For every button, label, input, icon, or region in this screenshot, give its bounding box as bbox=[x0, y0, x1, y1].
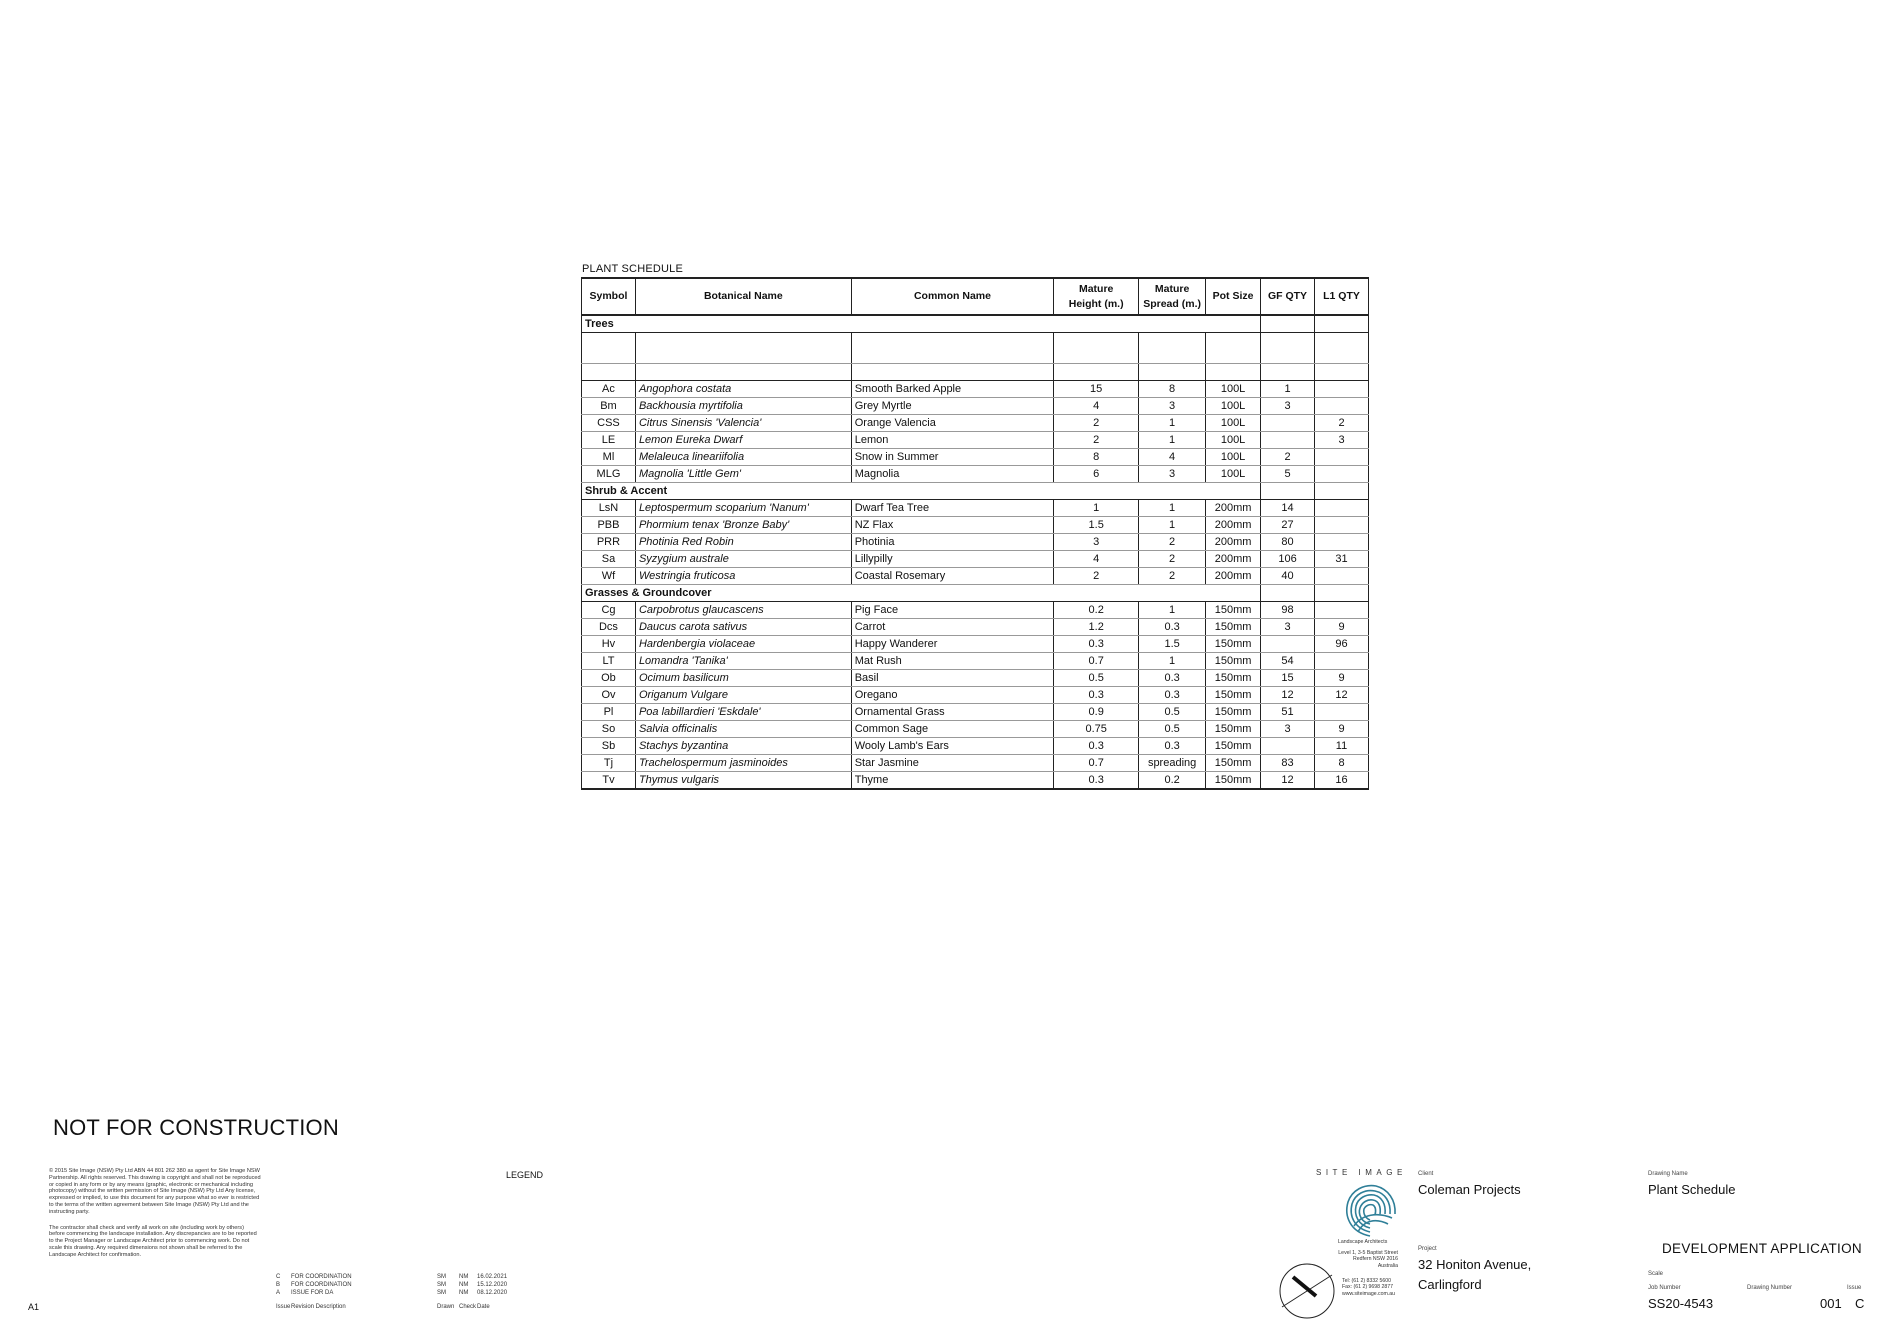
gf-qty-cell bbox=[1261, 415, 1315, 432]
pot-size-cell: 150mm bbox=[1206, 636, 1261, 653]
height-cell: 0.3 bbox=[1054, 636, 1139, 653]
symbol-cell: Hv bbox=[582, 636, 636, 653]
header-gf-qty: GF QTY bbox=[1261, 278, 1315, 315]
height-cell: 2 bbox=[1054, 568, 1139, 585]
pot-size-cell: 200mm bbox=[1206, 534, 1261, 551]
symbol-cell: Tv bbox=[582, 772, 636, 790]
l1-qty-cell: 2 bbox=[1315, 415, 1369, 432]
gf-qty-cell: 83 bbox=[1261, 755, 1315, 772]
pot-size-cell: 200mm bbox=[1206, 500, 1261, 517]
height-cell: 0.2 bbox=[1054, 602, 1139, 619]
gf-qty-cell bbox=[1261, 636, 1315, 653]
pot-size-cell: 150mm bbox=[1206, 704, 1261, 721]
common-name-cell: Happy Wanderer bbox=[851, 636, 1054, 653]
height-cell: 1.5 bbox=[1054, 517, 1139, 534]
common-name-cell: Oregano bbox=[851, 687, 1054, 704]
header-common-name: Common Name bbox=[851, 278, 1054, 315]
gf-qty-cell: 98 bbox=[1261, 602, 1315, 619]
symbol-cell: Dcs bbox=[582, 619, 636, 636]
gf-qty-cell: 3 bbox=[1261, 619, 1315, 636]
pot-size-cell: 150mm bbox=[1206, 755, 1261, 772]
gf-qty-cell: 3 bbox=[1261, 398, 1315, 415]
revision-date: 16.02.2021 bbox=[477, 1274, 508, 1280]
common-name-cell: Thyme bbox=[851, 772, 1054, 790]
pot-size-cell: 150mm bbox=[1206, 721, 1261, 738]
botanical-name-cell: Melaleuca lineariifolia bbox=[635, 449, 851, 466]
pot-size-cell: 150mm bbox=[1206, 670, 1261, 687]
height-cell: 15 bbox=[1054, 381, 1139, 398]
l1-qty-cell: 12 bbox=[1315, 687, 1369, 704]
symbol-cell: Sa bbox=[582, 551, 636, 568]
table-row bbox=[582, 398, 1369, 415]
empty-cell bbox=[1139, 333, 1206, 364]
symbol-cell: Ac bbox=[582, 381, 636, 398]
firm-name: SITE IMAGE bbox=[1316, 1168, 1407, 1177]
north-arrow-icon bbox=[1278, 1262, 1336, 1320]
spread-cell: 1 bbox=[1139, 500, 1206, 517]
height-cell: 4 bbox=[1054, 398, 1139, 415]
spacer-row bbox=[582, 364, 1369, 381]
empty-cell bbox=[1315, 364, 1369, 381]
l1-qty-cell: 31 bbox=[1315, 551, 1369, 568]
symbol-cell: LE bbox=[582, 432, 636, 449]
common-name-cell: Lemon bbox=[851, 432, 1054, 449]
revision-table bbox=[276, 1273, 517, 1311]
botanical-name-cell: Lemon Eureka Dwarf bbox=[635, 432, 851, 449]
empty-cell bbox=[851, 364, 1054, 381]
revision-desc: FOR COORDINATION bbox=[291, 1274, 352, 1280]
spread-cell: 3 bbox=[1139, 466, 1206, 483]
common-name-cell: Pig Face bbox=[851, 602, 1054, 619]
symbol-cell: Tj bbox=[582, 755, 636, 772]
symbol-cell: Sb bbox=[582, 738, 636, 755]
botanical-name-cell: Thymus vulgaris bbox=[635, 772, 851, 790]
spread-cell: 0.3 bbox=[1139, 670, 1206, 687]
l1-qty-cell bbox=[1315, 602, 1369, 619]
pot-size-cell: 150mm bbox=[1206, 619, 1261, 636]
spread-cell: 1 bbox=[1139, 432, 1206, 449]
height-cell: 0.3 bbox=[1054, 738, 1139, 755]
empty-cell bbox=[1315, 333, 1369, 364]
job-number-label: Job Number bbox=[1648, 1285, 1681, 1291]
symbol-cell: Ob bbox=[582, 670, 636, 687]
gf-qty-cell bbox=[1261, 432, 1315, 449]
height-cell: 1 bbox=[1054, 500, 1139, 517]
drawing-name: Plant Schedule bbox=[1648, 1182, 1736, 1197]
table-row bbox=[582, 619, 1369, 636]
revision-drawn: SM bbox=[437, 1290, 446, 1296]
table-row bbox=[582, 432, 1369, 449]
botanical-name-cell: Hardenbergia violaceae bbox=[635, 636, 851, 653]
l1-qty-cell: 9 bbox=[1315, 670, 1369, 687]
revision-issue: A bbox=[276, 1290, 281, 1296]
l1-qty-cell: 9 bbox=[1315, 721, 1369, 738]
l1-qty-cell: 96 bbox=[1315, 636, 1369, 653]
empty-cell bbox=[1261, 585, 1315, 602]
spread-cell: 2 bbox=[1139, 534, 1206, 551]
copyright-notice bbox=[49, 1168, 261, 1268]
common-name-cell: Basil bbox=[851, 670, 1054, 687]
botanical-name-cell: Syzygium australe bbox=[635, 551, 851, 568]
scale-label: Scale bbox=[1648, 1271, 1664, 1277]
empty-cell bbox=[1261, 315, 1315, 333]
height-cell: 0.3 bbox=[1054, 772, 1139, 790]
header-mature-spread: Mature Spread (m.) bbox=[1139, 278, 1206, 315]
pot-size-cell: 150mm bbox=[1206, 738, 1261, 755]
table-row bbox=[582, 636, 1369, 653]
revision-check: NM bbox=[459, 1282, 469, 1288]
gf-qty-cell: 1 bbox=[1261, 381, 1315, 398]
group-row bbox=[582, 483, 1369, 500]
project-address-line2: Carlingford bbox=[1418, 1277, 1482, 1292]
botanical-name-cell: Leptospermum scoparium 'Nanum' bbox=[635, 500, 851, 517]
job-number: SS20-4543 bbox=[1648, 1296, 1714, 1311]
issue-label: Issue bbox=[1847, 1285, 1862, 1291]
issue-letter: C bbox=[1855, 1296, 1865, 1311]
l1-qty-cell bbox=[1315, 704, 1369, 721]
pot-size-cell: 100L bbox=[1206, 449, 1261, 466]
header-l1-qty: L1 QTY bbox=[1315, 278, 1369, 315]
common-name-cell: Smooth Barked Apple bbox=[851, 381, 1054, 398]
revision-drawn: SM bbox=[437, 1274, 446, 1280]
symbol-cell: Bm bbox=[582, 398, 636, 415]
l1-qty-cell bbox=[1315, 381, 1369, 398]
empty-cell bbox=[1139, 364, 1206, 381]
common-name-cell: Dwarf Tea Tree bbox=[851, 500, 1054, 517]
drawing-number-label: Drawing Number bbox=[1747, 1285, 1793, 1291]
spread-cell: 3 bbox=[1139, 398, 1206, 415]
spread-cell: 0.2 bbox=[1139, 772, 1206, 790]
revision-header: Issue Revision Description Drawn Check Date bbox=[276, 1304, 490, 1310]
height-cell: 0.75 bbox=[1054, 721, 1139, 738]
gf-qty-cell: 54 bbox=[1261, 653, 1315, 670]
spread-cell: 2 bbox=[1139, 551, 1206, 568]
height-cell: 1.2 bbox=[1054, 619, 1139, 636]
empty-cell bbox=[635, 364, 851, 381]
botanical-name-cell: Citrus Sinensis 'Valencia' bbox=[635, 415, 851, 432]
common-name-cell: Mat Rush bbox=[851, 653, 1054, 670]
project-label: Project bbox=[1418, 1246, 1437, 1252]
botanical-name-cell: Photinia Red Robin bbox=[635, 534, 851, 551]
table-row bbox=[582, 534, 1369, 551]
gf-qty-cell: 12 bbox=[1261, 772, 1315, 790]
empty-cell bbox=[1261, 483, 1315, 500]
revision-issue: C bbox=[276, 1274, 281, 1280]
pot-size-cell: 150mm bbox=[1206, 772, 1261, 790]
revision-row bbox=[276, 1273, 517, 1281]
symbol-cell: Ov bbox=[582, 687, 636, 704]
spread-cell: 2 bbox=[1139, 568, 1206, 585]
l1-qty-cell bbox=[1315, 534, 1369, 551]
botanical-name-cell: Poa labillardieri 'Eskdale' bbox=[635, 704, 851, 721]
spread-cell: 0.3 bbox=[1139, 619, 1206, 636]
empty-cell bbox=[1054, 333, 1139, 364]
height-cell: 0.7 bbox=[1054, 755, 1139, 772]
symbol-cell: MLG bbox=[582, 466, 636, 483]
l1-qty-cell bbox=[1315, 449, 1369, 466]
symbol-cell: LsN bbox=[582, 500, 636, 517]
l1-qty-cell bbox=[1315, 517, 1369, 534]
common-name-cell: Photinia bbox=[851, 534, 1054, 551]
table-row bbox=[582, 568, 1369, 585]
common-name-cell: Star Jasmine bbox=[851, 755, 1054, 772]
revision-issue: B bbox=[276, 1282, 281, 1288]
drawing-name-label: Drawing Name bbox=[1648, 1171, 1688, 1177]
table-row bbox=[582, 551, 1369, 568]
table-row bbox=[582, 670, 1369, 687]
spread-cell: 0.5 bbox=[1139, 721, 1206, 738]
symbol-cell: Cg bbox=[582, 602, 636, 619]
empty-cell bbox=[635, 333, 851, 364]
empty-cell bbox=[582, 364, 636, 381]
contractor-note: The contractor shall check and verify all work on site (including work by others) before commencing the landscape installation. Any discrepancies are to be reported to the Project Manager or Landscape Architect prior to commencing work. Do not scale this drawing. Any required dimensions not shown shall be referred to the Landscape Architect for confirmation. bbox=[49, 1224, 257, 1258]
empty-cell bbox=[1315, 315, 1369, 333]
spread-cell: 8 bbox=[1139, 381, 1206, 398]
pot-size-cell: 200mm bbox=[1206, 517, 1261, 534]
revision-row bbox=[276, 1289, 517, 1297]
height-cell: 0.5 bbox=[1054, 670, 1139, 687]
common-name-cell: NZ Flax bbox=[851, 517, 1054, 534]
height-cell: 2 bbox=[1054, 432, 1139, 449]
empty-cell bbox=[1054, 364, 1139, 381]
gf-qty-cell: 15 bbox=[1261, 670, 1315, 687]
pot-size-cell: 100L bbox=[1206, 466, 1261, 483]
gf-qty-cell: 2 bbox=[1261, 449, 1315, 466]
spread-cell: 4 bbox=[1139, 449, 1206, 466]
l1-qty-cell bbox=[1315, 466, 1369, 483]
legend-heading: LEGEND bbox=[506, 1170, 544, 1180]
symbol-cell: Wf bbox=[582, 568, 636, 585]
header-mature-height: Mature Height (m.) bbox=[1054, 278, 1139, 315]
l1-qty-cell: 9 bbox=[1315, 619, 1369, 636]
gf-qty-cell: 14 bbox=[1261, 500, 1315, 517]
table-row bbox=[582, 738, 1369, 755]
spread-cell: 1.5 bbox=[1139, 636, 1206, 653]
symbol-cell: Ml bbox=[582, 449, 636, 466]
table-row bbox=[582, 449, 1369, 466]
table-row bbox=[582, 381, 1369, 398]
gf-qty-cell: 80 bbox=[1261, 534, 1315, 551]
spread-cell: 1 bbox=[1139, 653, 1206, 670]
common-name-cell: Magnolia bbox=[851, 466, 1054, 483]
gf-qty-cell: 106 bbox=[1261, 551, 1315, 568]
table-row bbox=[582, 415, 1369, 432]
group-name: Grasses & Groundcover bbox=[582, 585, 1261, 602]
revision-check: NM bbox=[459, 1274, 469, 1280]
empty-cell bbox=[582, 333, 636, 364]
table-row bbox=[582, 704, 1369, 721]
group-row bbox=[582, 585, 1369, 602]
botanical-name-cell: Origanum Vulgare bbox=[635, 687, 851, 704]
botanical-name-cell: Stachys byzantina bbox=[635, 738, 851, 755]
table-row bbox=[582, 687, 1369, 704]
header-pot-size: Pot Size bbox=[1206, 278, 1261, 315]
height-cell: 0.9 bbox=[1054, 704, 1139, 721]
botanical-name-cell: Carpobrotus glaucascens bbox=[635, 602, 851, 619]
schedule-header-row bbox=[582, 278, 1369, 315]
botanical-name-cell: Salvia officinalis bbox=[635, 721, 851, 738]
plant-schedule-table bbox=[581, 277, 1369, 790]
table-row bbox=[582, 772, 1369, 790]
revision-desc: ISSUE FOR DA bbox=[291, 1290, 334, 1296]
common-name-cell: Grey Myrtle bbox=[851, 398, 1054, 415]
common-name-cell: Snow in Summer bbox=[851, 449, 1054, 466]
botanical-name-cell: Lomandra 'Tanika' bbox=[635, 653, 851, 670]
client-label: Client bbox=[1418, 1171, 1434, 1177]
revision-row bbox=[276, 1281, 517, 1289]
l1-qty-cell bbox=[1315, 568, 1369, 585]
firm-subtitle: Landscape Architects bbox=[1338, 1239, 1388, 1245]
symbol-cell: PRR bbox=[582, 534, 636, 551]
l1-qty-cell bbox=[1315, 398, 1369, 415]
gf-qty-cell: 27 bbox=[1261, 517, 1315, 534]
not-for-construction-label: NOT FOR CONSTRUCTION bbox=[53, 1115, 339, 1140]
l1-qty-cell bbox=[1315, 653, 1369, 670]
height-cell: 0.7 bbox=[1054, 653, 1139, 670]
sheet-size: A1 bbox=[28, 1302, 40, 1312]
revision-check: NM bbox=[459, 1290, 469, 1296]
table-row bbox=[582, 500, 1369, 517]
common-name-cell: Orange Valencia bbox=[851, 415, 1054, 432]
gf-qty-cell: 12 bbox=[1261, 687, 1315, 704]
spread-cell: 0.3 bbox=[1139, 687, 1206, 704]
pot-size-cell: 100L bbox=[1206, 381, 1261, 398]
client-name: Coleman Projects bbox=[1418, 1182, 1521, 1197]
botanical-name-cell: Backhousia myrtifolia bbox=[635, 398, 851, 415]
drawing-number: 001 bbox=[1820, 1296, 1842, 1311]
development-application-label: DEVELOPMENT APPLICATION bbox=[1662, 1241, 1862, 1256]
table-row bbox=[582, 517, 1369, 534]
l1-qty-cell: 11 bbox=[1315, 738, 1369, 755]
table-row bbox=[582, 653, 1369, 670]
botanical-name-cell: Trachelospermum jasminoides bbox=[635, 755, 851, 772]
common-name-cell: Ornamental Grass bbox=[851, 704, 1054, 721]
empty-cell bbox=[1261, 364, 1315, 381]
pot-size-cell: 150mm bbox=[1206, 687, 1261, 704]
botanical-name-cell: Angophora costata bbox=[635, 381, 851, 398]
empty-cell bbox=[1206, 364, 1261, 381]
pot-size-cell: 150mm bbox=[1206, 653, 1261, 670]
spread-cell: 0.3 bbox=[1139, 738, 1206, 755]
botanical-name-cell: Ocimum basilicum bbox=[635, 670, 851, 687]
spread-cell: 1 bbox=[1139, 602, 1206, 619]
symbol-cell: So bbox=[582, 721, 636, 738]
spread-cell: 0.5 bbox=[1139, 704, 1206, 721]
height-cell: 4 bbox=[1054, 551, 1139, 568]
empty-cell bbox=[1315, 585, 1369, 602]
common-name-cell: Coastal Rosemary bbox=[851, 568, 1054, 585]
l1-qty-cell: 8 bbox=[1315, 755, 1369, 772]
table-row bbox=[582, 721, 1369, 738]
height-cell: 3 bbox=[1054, 534, 1139, 551]
empty-cell bbox=[1206, 333, 1261, 364]
botanical-name-cell: Daucus carota sativus bbox=[635, 619, 851, 636]
height-cell: 0.3 bbox=[1054, 687, 1139, 704]
revision-desc: FOR COORDINATION bbox=[291, 1282, 352, 1288]
revision-date: 08.12.2020 bbox=[477, 1290, 508, 1296]
spread-cell: 1 bbox=[1139, 415, 1206, 432]
height-cell: 2 bbox=[1054, 415, 1139, 432]
common-name-cell: Wooly Lamb's Ears bbox=[851, 738, 1054, 755]
pot-size-cell: 150mm bbox=[1206, 602, 1261, 619]
group-name: Shrub & Accent bbox=[582, 483, 1261, 500]
spacer-row bbox=[582, 333, 1369, 364]
table-row bbox=[582, 466, 1369, 483]
botanical-name-cell: Phormium tenax 'Bronze Baby' bbox=[635, 517, 851, 534]
empty-cell bbox=[851, 333, 1054, 364]
pot-size-cell: 100L bbox=[1206, 415, 1261, 432]
copyright-text: © 2015 Site Image (NSW) Pty Ltd ABN 44 801 262 380 as agent for Site Image NSW Partnership. All rights reserved. This drawing is copyright and shall not be reproduced or copied in any form or by any means (graphic, electronic or mechanical including photocopy) without the written permission of Site Image (NSW) Pty Ltd Any license, expressed or implied, to use this document for any purpose what so ever is restricted to the terms of the written agreement between Site Image (NSW) Pty Ltd and the instructing party. bbox=[49, 1168, 261, 1215]
gf-qty-cell: 40 bbox=[1261, 568, 1315, 585]
common-name-cell: Carrot bbox=[851, 619, 1054, 636]
symbol-cell: PBB bbox=[582, 517, 636, 534]
height-cell: 8 bbox=[1054, 449, 1139, 466]
firm-address: Level 1, 3-5 Baptist Street Redfern NSW 2016 Australia bbox=[1338, 1250, 1398, 1269]
l1-qty-cell bbox=[1315, 500, 1369, 517]
gf-qty-cell: 3 bbox=[1261, 721, 1315, 738]
symbol-cell: CSS bbox=[582, 415, 636, 432]
pot-size-cell: 100L bbox=[1206, 432, 1261, 449]
header-symbol: Symbol bbox=[582, 278, 636, 315]
plant-schedule-title: PLANT SCHEDULE bbox=[582, 263, 684, 275]
revision-drawn: SM bbox=[437, 1282, 446, 1288]
project-address-line1: 32 Honiton Avenue, bbox=[1418, 1257, 1532, 1272]
empty-cell bbox=[1261, 333, 1315, 364]
pot-size-cell: 200mm bbox=[1206, 568, 1261, 585]
botanical-name-cell: Westringia fruticosa bbox=[635, 568, 851, 585]
symbol-cell: Pl bbox=[582, 704, 636, 721]
gf-qty-cell: 51 bbox=[1261, 704, 1315, 721]
l1-qty-cell: 3 bbox=[1315, 432, 1369, 449]
botanical-name-cell: Magnolia 'Little Gem' bbox=[635, 466, 851, 483]
firm-contact: Tel: (61 2) 8332 5600 Fax: (61 2) 9698 2877 www.siteimage.com.au bbox=[1342, 1278, 1396, 1297]
symbol-cell: LT bbox=[582, 653, 636, 670]
revision-date: 15.12.2020 bbox=[477, 1282, 508, 1288]
group-row bbox=[582, 315, 1369, 333]
spread-cell: 1 bbox=[1139, 517, 1206, 534]
gf-qty-cell bbox=[1261, 738, 1315, 755]
header-botanical-name: Botanical Name bbox=[635, 278, 851, 315]
fingerprint-logo-icon bbox=[1340, 1180, 1400, 1238]
group-name: Trees bbox=[582, 315, 1261, 333]
pot-size-cell: 200mm bbox=[1206, 551, 1261, 568]
table-row bbox=[582, 602, 1369, 619]
empty-cell bbox=[1315, 483, 1369, 500]
pot-size-cell: 100L bbox=[1206, 398, 1261, 415]
common-name-cell: Common Sage bbox=[851, 721, 1054, 738]
l1-qty-cell: 16 bbox=[1315, 772, 1369, 790]
height-cell: 6 bbox=[1054, 466, 1139, 483]
gf-qty-cell: 5 bbox=[1261, 466, 1315, 483]
common-name-cell: Lillypilly bbox=[851, 551, 1054, 568]
table-row bbox=[582, 755, 1369, 772]
spread-cell: spreading bbox=[1139, 755, 1206, 772]
